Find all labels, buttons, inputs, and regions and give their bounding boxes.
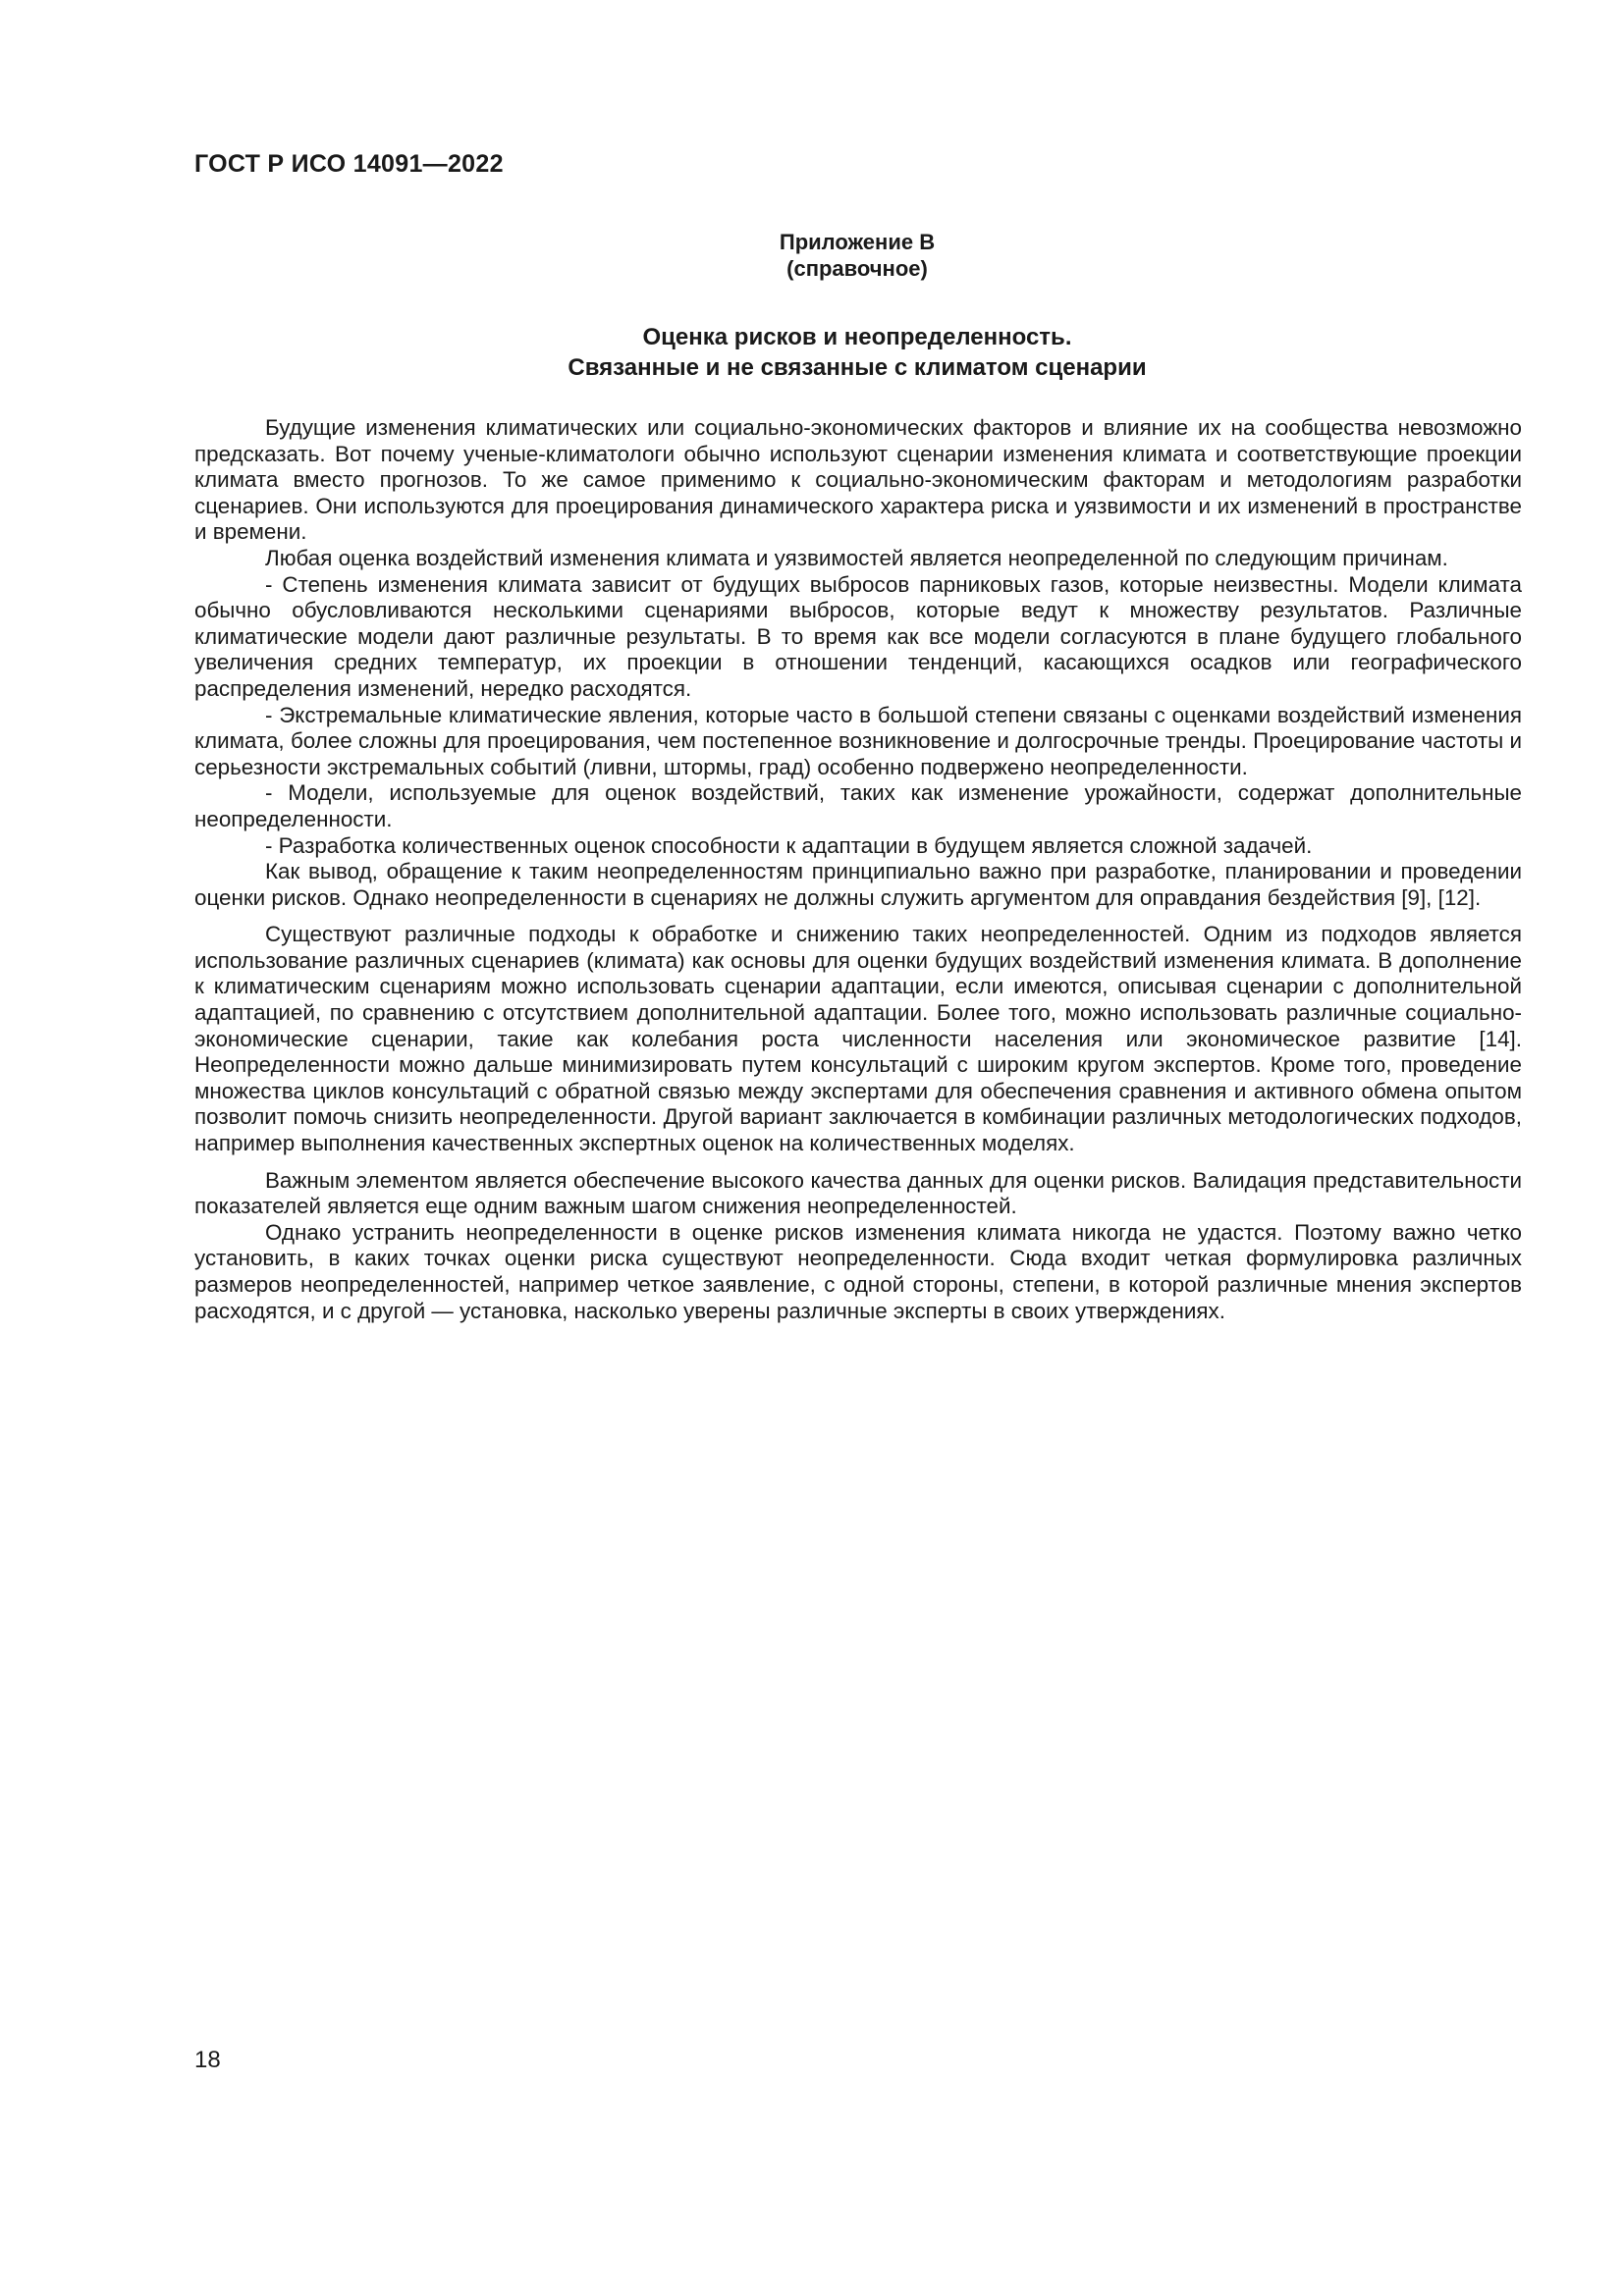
paragraph: Однако устранить неопределенности в оценке рисков изменения климата никогда не удастся. Поэтому важно четко установить, в каких точках оценки риска существуют неопределенности. Сюда входит четкая формулировка различных размеров неопределенностей, например четкое заявление, с одной стороны, степени, в которой различные мнения экспертов расходятся, и с другой — установка, насколько уверены различные эксперты в своих утверждениях. — [194, 1219, 1522, 1323]
paragraph: - Степень изменения климата зависит от будущих выбросов парниковых газов, которые неизвестны. Модели климата обычно обусловливаются несколькими сценариями выбросов, которые ведут к множеству результатов. Различные климатические модели дают различные результаты. В то время как все модели согласуются в плане будущего глобального увеличения средних температур, их проекции в отношении тенденций, касающихся осадков или географического распределения изменений, нередко расходятся. — [194, 571, 1522, 701]
paragraph: Как вывод, обращение к таким неопределенностям принципиально важно при разработке, планировании и проведении оценки рисков. Однако неопределенности в сценариях не должны служить аргументом для оправдания бездействия [9], [12]. — [194, 859, 1522, 910]
body-text — [194, 415, 1522, 1324]
paragraph: Будущие изменения климатических или социально-экономических факторов и влияние их на сообщества невозможно предсказать. Вот почему ученые-климатологи обычно используют сценарии изменения климата и соответствующие проекции климата вместо прогнозов. То же самое применимо к социально-экономическим факторам и методологиям разработки сценариев. Они используются для проецирования динамического характера риска и уязвимости и их изменений в пространстве и времени. — [194, 415, 1522, 545]
paragraph: Существуют различные подходы к обработке и снижению таких неопределенностей. Одним из подходов является использование различных сценариев (климата) как основы для оценки будущих воздействий изменения климата. В дополнение к климатическим сценариям можно использовать сценарии адаптации, если имеются, описывая сценарии с дополнительной адаптацией, по сравнению с отсутствием дополнительной адаптации. Более того, можно использовать различные социально-экономические сценарии, такие как колебания роста численности населения или экономическое развитие [14]. Неопределенности можно дальше минимизировать путем консультаций с широким кругом экспертов. Кроме того, проведение множества циклов консультаций с обратной связью между экспертами для обеспечения сравнения и активного обмена опытом позволит помочь снизить неопределенности. Другой вариант заключается в комбинации различных методологических подходов, например выполнения качественных экспертных оценок на количественных моделях. — [194, 922, 1522, 1156]
section-title-line-2: Связанные и не связанные с климатом сценарии — [568, 354, 1147, 381]
annex-label: Приложение В — [779, 230, 936, 254]
paragraph: Важным элементом является обеспечение высокого качества данных для оценки рисков. Валидация представительности показателей является еще одним важным шагом снижения неопределенностей. — [194, 1167, 1522, 1219]
document-header-code: ГОСТ Р ИСО 14091—2022 — [194, 150, 504, 178]
paragraph: Любая оценка воздействий изменения климата и уязвимостей является неопределенной по следующим причинам. — [265, 545, 1448, 570]
annex-heading — [194, 229, 1520, 282]
paragraph: - Модели, используемые для оценок воздействий, таких как изменение урожайности, содержат дополнительные неопределенности. — [194, 780, 1522, 831]
annex-type: (справочное) — [786, 256, 928, 281]
page-number: 18 — [194, 2047, 221, 2073]
paragraph: - Разработка количественных оценок способности к адаптации в будущем является сложной задачей. — [265, 832, 1313, 858]
section-title-line-1: Оценка рисков и неопределенность. — [642, 324, 1072, 350]
section-title — [194, 322, 1520, 383]
paragraph: - Экстремальные климатические явления, которые часто в большой степени связаны с оценками воздействий изменения климата, более сложны для проецирования, чем постепенное возникновение и долгосрочные тренды. Проецирование частоты и серьезности экстремальных событий (ливни, штормы, град) особенно подвержено неопределенности. — [194, 702, 1522, 779]
